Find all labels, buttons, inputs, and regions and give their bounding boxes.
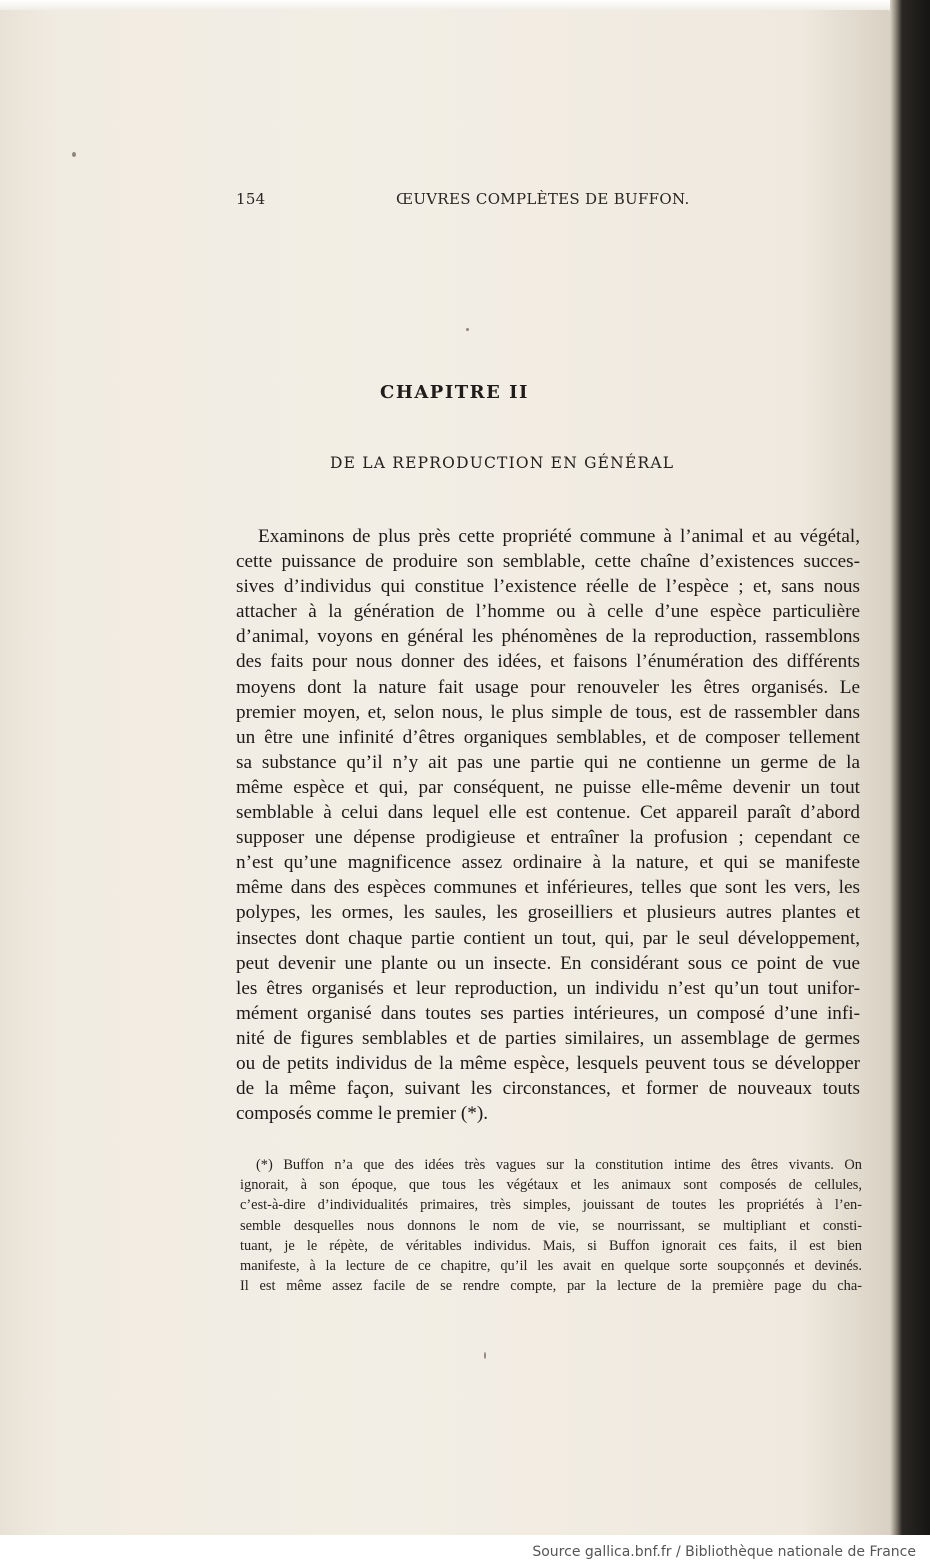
body-line: cette puissance de produire son semblable, cette chaîne d’existences succes- (236, 551, 860, 573)
chapter-heading: CHAPITRE II (380, 382, 529, 403)
body-line: sa substance qu’il n’y ait pas une partie qui ne contienne un germe de la (236, 751, 860, 773)
speck (72, 152, 76, 157)
footnote-line: manifeste, à la lecture de ce chapitre, qu’il les avait en quelque sorte soupçonnés et devinés. (240, 1258, 862, 1275)
footnote-line: tuant, je le répète, de véritables individus. Mais, si Buffon ignorait ces faits, il est bien (240, 1237, 862, 1254)
book-binding-edge (890, 0, 930, 1535)
footnote-line: semble desquelles nous donnons le nom de vie, se nourrissant, se multipliant et consti- (240, 1217, 862, 1234)
footnote-line: Il est même assez facile de se rendre compte, par la lecture de la première page du cha- (240, 1278, 862, 1295)
footnote (240, 1155, 862, 1296)
body-line: polypes, les ormes, les saules, les groseilliers et plusieurs autres plantes et (236, 902, 860, 924)
speck (466, 328, 469, 331)
body-line: nité de figures semblables et de parties similaires, un assemblage de germes (236, 1027, 860, 1049)
body-line: des faits pour nous donner des idées, et faisons l’énumération des différents (236, 651, 860, 673)
body-line: ou de petits individus de la même espèce, lesquels peuvent tous se développer (236, 1052, 860, 1074)
body-line: composés comme le premier (*). (236, 1103, 489, 1125)
footer-bar (0, 1535, 930, 1566)
footnote-line: (*) Buffon n’a que des idées très vagues sur la constitution intime des êtres vivants. On (256, 1157, 862, 1173)
body-line: n’est qu’une magnificence assez ordinaire à la nature, et qui se manifeste (236, 852, 860, 874)
body-line: mément organisé dans toutes ses parties intérieures, un composé d’une infi- (236, 1002, 860, 1024)
body-line: les êtres organisés et leur reproduction, un individu n’est qu’un tout unifor- (236, 977, 860, 999)
body-line: un être une infinité d’êtres organiques semblables, et de composer tellement (236, 726, 860, 748)
body-line: peut devenir une plante ou un insecte. En considérant sous ce point de vue (236, 952, 860, 974)
body-line: attacher à la génération de l’homme ou à celle d’une espèce particulière (236, 601, 860, 623)
footnote-line: ignorait, à son époque, que tous les végétaux et les animaux sont composés de cellules, (240, 1177, 862, 1194)
chapter-subtitle: DE LA REPRODUCTION EN GÉNÉRAL (330, 454, 675, 472)
running-title: ŒUVRES COMPLÈTES DE BUFFON. (396, 190, 690, 208)
body-line: insectes dont chaque partie contient un tout, qui, par le seul développement, (236, 927, 860, 949)
body-line: sives d’individus qui constitue l’existence réelle de l’espèce ; et, sans nous (236, 576, 860, 598)
body-line: Examinons de plus près cette propriété commune à l’animal et au végétal, (258, 526, 860, 547)
body-line: premier moyen, et, selon nous, le plus simple de tous, est de rassembler dans (236, 701, 860, 723)
source-credit: Source gallica.bnf.fr / Bibliothèque nationale de France (532, 1544, 916, 1560)
body-line: même espèce et qui, par conséquent, ne puisse elle-même devenir un tout (236, 776, 860, 798)
body-paragraph (236, 524, 860, 1126)
body-line: semblable à celui dans lequel elle est contenue. Cet appareil paraît d’abord (236, 802, 860, 824)
body-line: moyens dont la nature fait usage pour renouveler les êtres organisés. Le (236, 676, 860, 698)
footnote-line: c’est-à-dire d’individualités primaires, très simples, jouissant de toutes les propriétés à l’en- (240, 1197, 862, 1214)
body-line: d’animal, voyons en général les phénomènes de la reproduction, rassemblons (236, 626, 860, 648)
speck (484, 1352, 486, 1359)
body-line: de la même façon, suivant les circonstances, et former de nouveaux touts (236, 1078, 860, 1100)
body-line: même dans des espèces communes et inférieures, telles que sont les vers, les (236, 877, 860, 899)
page-number: 154 (236, 190, 266, 208)
body-line: supposer une dépense prodigieuse et entraîner la profusion ; cependant ce (236, 827, 860, 849)
